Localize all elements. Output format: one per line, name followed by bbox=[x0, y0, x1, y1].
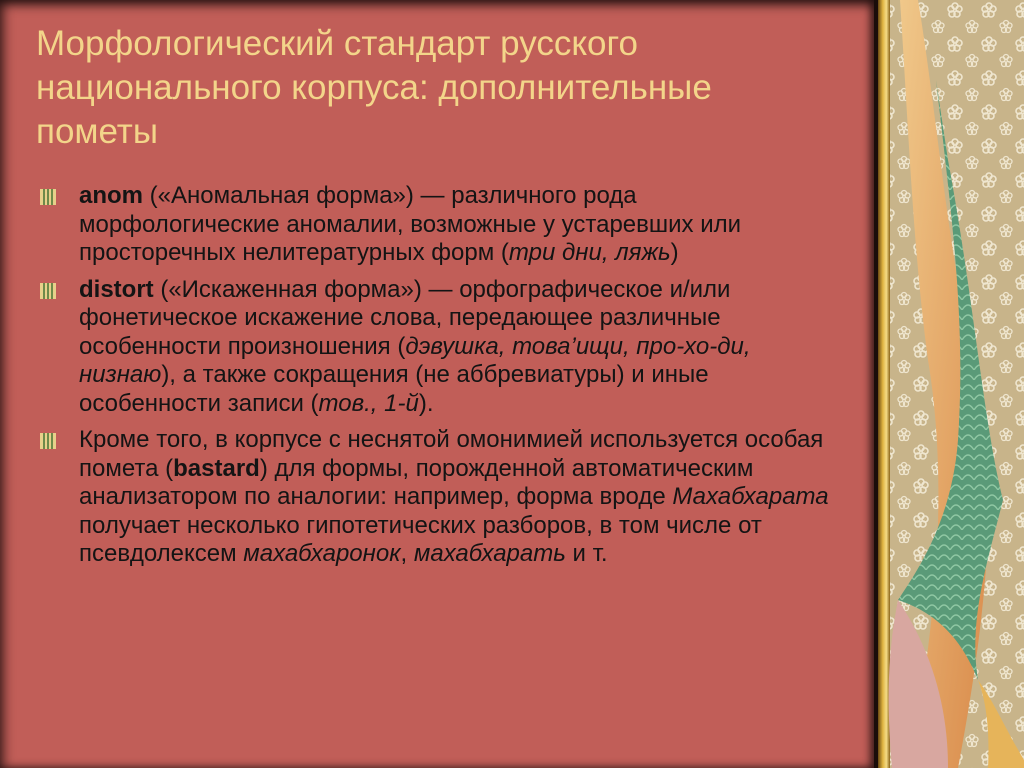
text-segment: , bbox=[400, 540, 414, 567]
list-item bbox=[38, 276, 838, 419]
slide-title: Морфологический стандарт русского национального корпуса: дополнительные пометы bbox=[36, 24, 712, 151]
text-segment: («Аномальная форма») — различного рода морфологические аномалии, возможные у устаревших или просторечных нелитературных форм ( bbox=[79, 182, 742, 266]
text-segment: ). bbox=[418, 389, 434, 417]
term-anom: anom bbox=[79, 182, 144, 209]
example-text: махабхаронок bbox=[243, 540, 401, 567]
text-segment: получает несколько гипотетических разборов, в том числе от псевдолексем bbox=[79, 511, 762, 567]
example-text: тов., 1-й bbox=[318, 389, 419, 417]
text-segment: Кроме того, в корпусе с неснятой омонимией используется особая помета ( bbox=[79, 426, 824, 482]
bullet-list bbox=[38, 182, 838, 577]
term-bastard: bastard bbox=[173, 454, 260, 482]
floral-pattern-image bbox=[878, 0, 1024, 768]
example-text: махабхарать bbox=[413, 540, 566, 567]
term-distort: distort bbox=[79, 275, 154, 303]
decorative-side-panel bbox=[878, 0, 1024, 768]
example-text: дэвушка, това’ищи, про-хо-ди, низнаю bbox=[79, 332, 751, 388]
text-segment: ), а также сокращения (не аббревиатуры) и иные особенности записи ( bbox=[79, 361, 709, 417]
list-item bbox=[38, 426, 838, 569]
example-text: Махабхарата bbox=[672, 483, 829, 510]
striped-square-bullet-icon bbox=[40, 189, 56, 205]
example-text: три дни, ляжь bbox=[508, 239, 671, 266]
striped-square-bullet-icon bbox=[40, 433, 56, 449]
text-segment: ) для формы, порожденной автоматическим анализатором по аналогии: например, форма вроде bbox=[79, 454, 754, 510]
striped-square-bullet-icon bbox=[40, 283, 56, 299]
text-segment: ) bbox=[670, 239, 679, 266]
list-item bbox=[38, 182, 838, 268]
text-segment: и т. bbox=[565, 540, 608, 567]
text-segment: («Искаженная форма») — орфографическое и/или фонетическое искажение слова, передающее различные особенности произношения ( bbox=[79, 275, 731, 360]
